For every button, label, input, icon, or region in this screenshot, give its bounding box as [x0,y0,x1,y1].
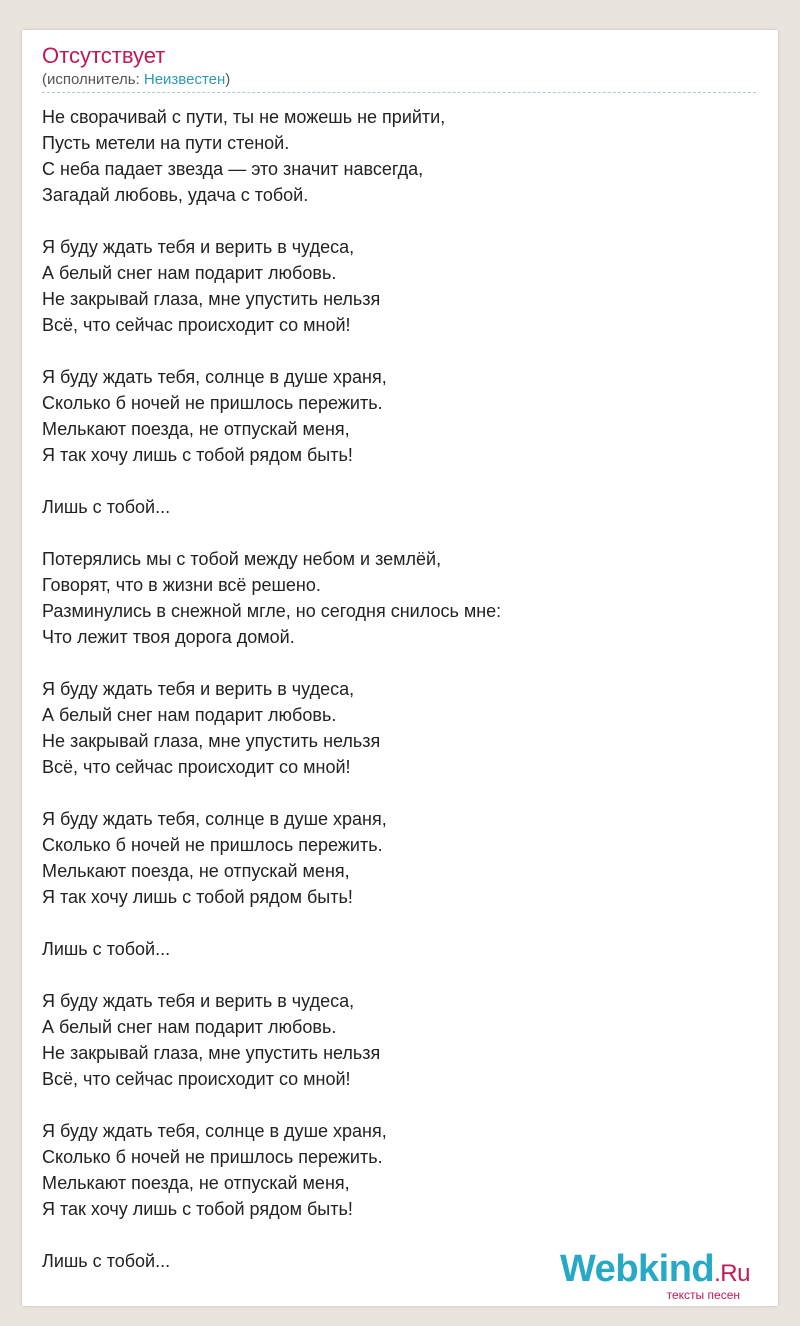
lyrics-line: Лишь с тобой... [42,497,171,517]
lyrics-line: Лишь с тобой... [42,1251,171,1271]
lyrics-line: Я так хочу лишь с тобой рядом быть! [42,1199,353,1219]
lyrics-line: Не закрывай глаза, мне упустить нельзя [42,1043,381,1063]
lyrics-line: С неба падает звезда — это значит навсегда, [42,159,424,179]
lyrics-stanza [42,364,758,468]
lyrics-line: Лишь с тобой... [42,939,171,959]
lyrics-line: Сколько б ночей не пришлось пережить. [42,393,383,413]
site-logo[interactable] [560,1249,750,1302]
lyrics-line: Сколько б ночей не пришлось пережить. [42,1147,383,1167]
header-divider [42,92,756,93]
song-header [42,42,758,90]
lyrics-body [42,104,758,1300]
logo-main-text: Webkind [560,1248,715,1290]
lyrics-card [22,30,778,1306]
lyrics-stanza [42,988,758,1092]
lyrics-stanza [42,546,758,650]
lyrics-line: Не сворачивай с пути, ты не можешь не прийти, [42,107,446,127]
lyrics-line: А белый снег нам подарит любовь. [42,705,337,725]
lyrics-stanza [42,494,758,520]
lyrics-line: Всё, что сейчас происходит со мной! [42,757,351,777]
lyrics-line: Я буду ждать тебя и верить в чудеса, [42,991,355,1011]
artist-link[interactable]: Неизвестен [143,71,226,88]
artist-prefix: (исполнитель: [42,71,144,88]
lyrics-line: Загадай любовь, удача с тобой. [42,185,309,205]
lyrics-line: Пусть метели на пути стеной. [42,133,290,153]
song-title: Отсутствует [42,43,166,68]
lyrics-line: Говорят, что в жизни всё решено. [42,575,321,595]
lyrics-line: А белый снег нам подарит любовь. [42,263,337,283]
lyrics-line: Сколько б ночей не пришлось пережить. [42,835,383,855]
lyrics-line: Я буду ждать тебя, солнце в душе храня, [42,809,387,829]
lyrics-line: Всё, что сейчас происходит со мной! [42,315,351,335]
lyrics-stanza [42,1118,758,1222]
lyrics-line: Разминулись в снежной мгле, но сегодня снилось мне: [42,601,502,621]
lyrics-stanza [42,676,758,780]
artist-suffix: ) [225,71,231,88]
lyrics-line: А белый снег нам подарит любовь. [42,1017,337,1037]
lyrics-stanza [42,104,758,208]
logo-ru-text: .Ru [714,1260,750,1287]
lyrics-line: Мелькают поезда, не отпускай меня, [42,861,350,881]
logo-tagline: тексты песен [666,1288,740,1302]
lyrics-line: Я буду ждать тебя и верить в чудеса, [42,679,355,699]
lyrics-line: Не закрывай глаза, мне упустить нельзя [42,289,381,309]
artist-line [42,70,758,90]
lyrics-line: Я буду ждать тебя, солнце в душе храня, [42,1121,387,1141]
lyrics-line: Мелькают поезда, не отпускай меня, [42,419,350,439]
lyrics-line: Мелькают поезда, не отпускай меня, [42,1173,350,1193]
lyrics-line: Я так хочу лишь с тобой рядом быть! [42,887,353,907]
lyrics-stanza [42,234,758,338]
lyrics-stanza [42,806,758,910]
lyrics-line: Я буду ждать тебя, солнце в душе храня, [42,367,387,387]
lyrics-line: Я так хочу лишь с тобой рядом быть! [42,445,353,465]
lyrics-line: Что лежит твоя дорога домой. [42,627,295,647]
lyrics-stanza [42,936,758,962]
lyrics-line: Я буду ждать тебя и верить в чудеса, [42,237,355,257]
lyrics-line: Не закрывай глаза, мне упустить нельзя [42,731,381,751]
lyrics-line: Всё, что сейчас происходит со мной! [42,1069,351,1089]
lyrics-line: Потерялись мы с тобой между небом и землёй, [42,549,442,569]
